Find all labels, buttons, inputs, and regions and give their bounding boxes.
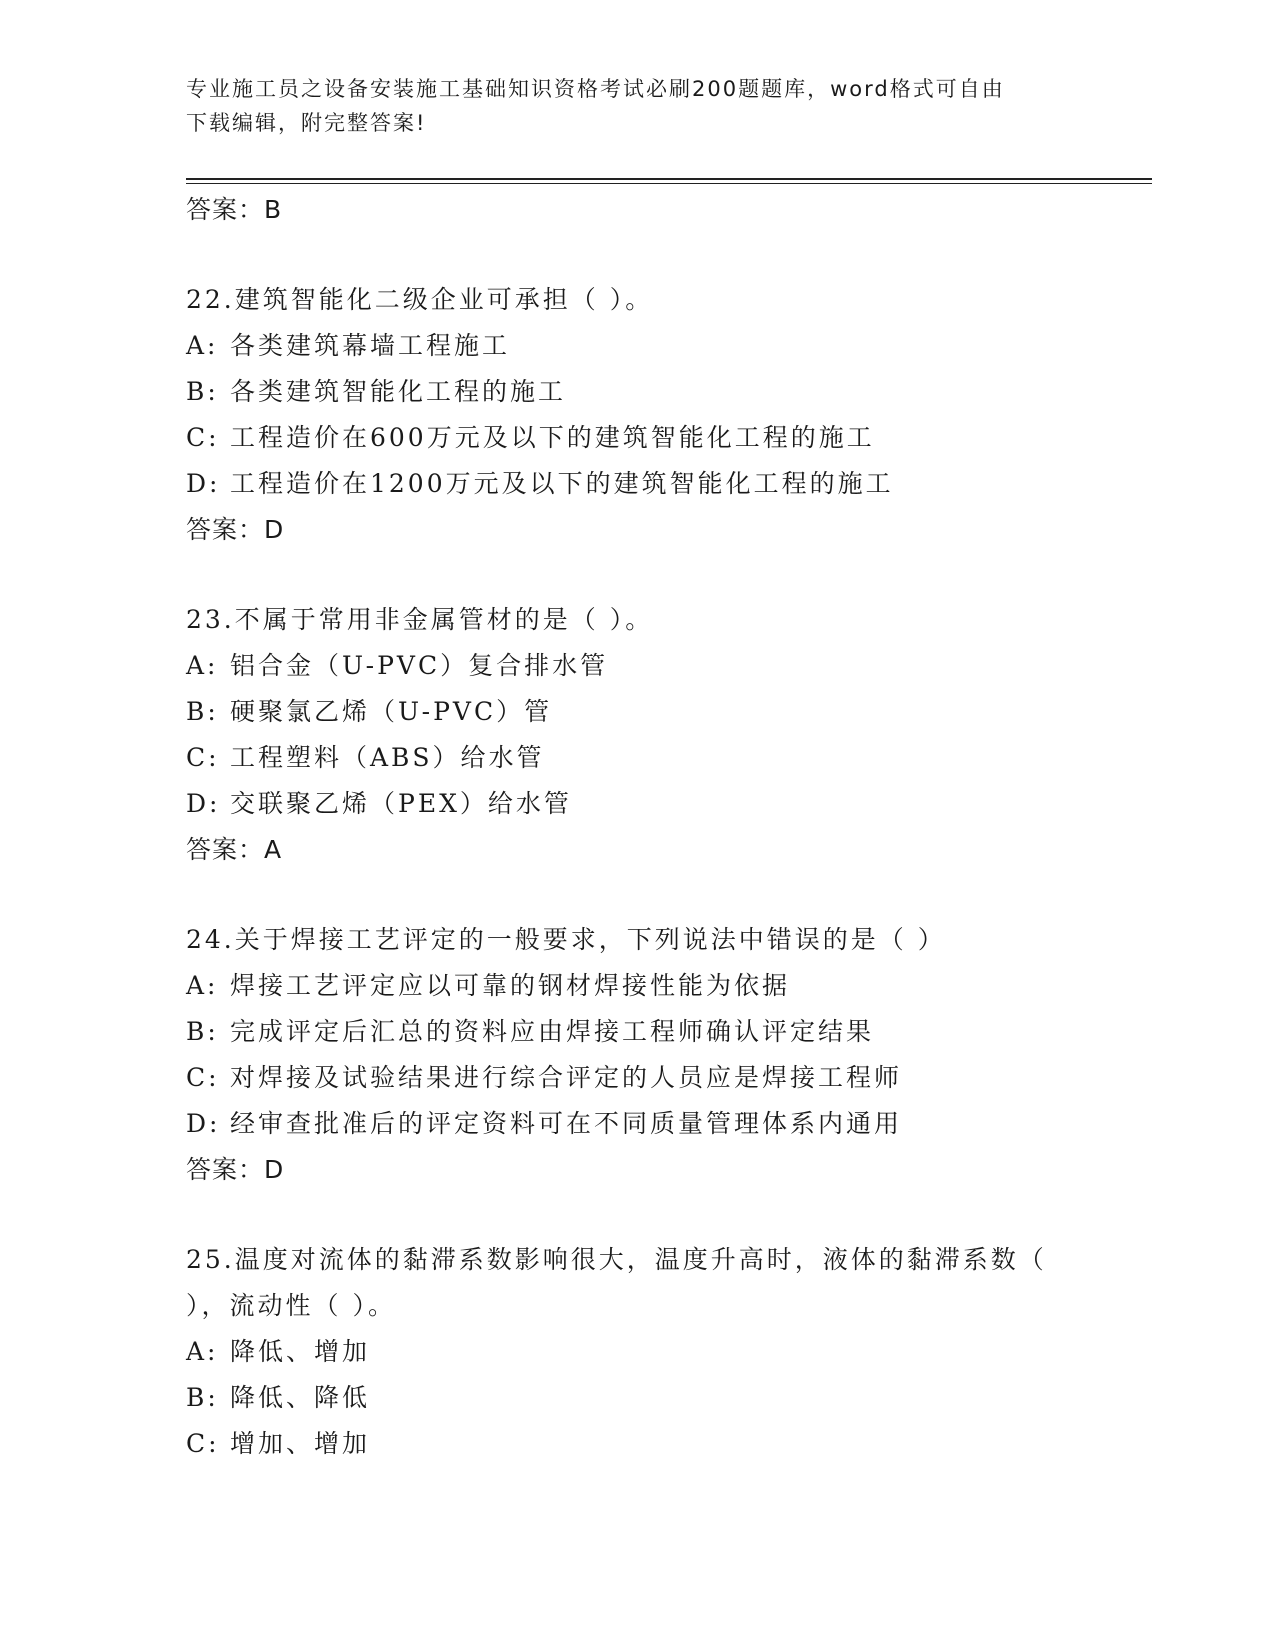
option-c (186, 415, 1086, 461)
option-text: 降低、降低 (230, 1383, 371, 1412)
option-text: 工程造价在600万元及以下的建筑智能化工程的施工 (230, 423, 875, 452)
option-a (186, 1329, 1086, 1375)
option-key: A: (186, 331, 219, 360)
header-rule-thick (186, 178, 1152, 180)
option-key: C: (186, 743, 220, 772)
option-key: C: (186, 423, 220, 452)
option-d (186, 781, 1086, 827)
question-block (186, 597, 1086, 873)
question-block (186, 1237, 1086, 1467)
option-c (186, 735, 1086, 781)
option-text: 完成评定后汇总的资料应由焊接工程师确认评定结果 (230, 1017, 875, 1046)
question-stem: 24.关于焊接工艺评定的一般要求，下列说法中错误的是（ ） (186, 925, 946, 954)
option-d (186, 461, 1086, 507)
option-a (186, 963, 1086, 1009)
option-key: D: (186, 469, 221, 498)
option-text: 焊接工艺评定应以可靠的钢材焊接性能为依据 (230, 971, 791, 1000)
answer-line: 答案：D (186, 515, 285, 544)
option-text: 铝合金（U-PVC）复合排水管 (230, 651, 609, 680)
option-c (186, 1421, 1086, 1467)
page-header (186, 72, 1066, 140)
option-text: 工程塑料（ABS）给水管 (230, 743, 545, 772)
header-rule-thin (186, 183, 1152, 184)
option-key: C: (186, 1429, 220, 1458)
option-a (186, 323, 1086, 369)
option-text: 硬聚氯乙烯（U-PVC）管 (230, 697, 553, 726)
option-key: D: (186, 1109, 221, 1138)
question-stem-continued: ），流动性（ ）。 (186, 1291, 396, 1320)
answer-line: 答案：D (186, 1155, 285, 1184)
option-key: B: (186, 697, 219, 726)
header-line-2: 下载编辑，附完整答案! (186, 111, 427, 135)
option-key: B: (186, 1383, 219, 1412)
option-text: 经审查批准后的评定资料可在不同质量管理体系内通用 (230, 1109, 903, 1138)
question-stem: 25.温度对流体的黏滞系数影响很大，温度升高时，液体的黏滞系数（ (186, 1245, 1047, 1274)
option-a (186, 643, 1086, 689)
option-b (186, 1009, 1086, 1055)
option-d (186, 1101, 1086, 1147)
header-line-1: 专业施工员之设备安装施工基础知识资格考试必刷200题题库，word格式可自由 (186, 77, 1005, 101)
answer-line: 答案：B (186, 195, 283, 224)
option-b (186, 369, 1086, 415)
option-key: A: (186, 971, 219, 1000)
option-key: A: (186, 1337, 219, 1366)
option-c (186, 1055, 1086, 1101)
option-text: 各类建筑幕墙工程施工 (230, 331, 511, 360)
option-key: B: (186, 1017, 219, 1046)
option-key: C: (186, 1063, 220, 1092)
option-b (186, 1375, 1086, 1421)
option-text: 对焊接及试验结果进行综合评定的人员应是焊接工程师 (230, 1063, 903, 1092)
question-list (186, 187, 1086, 1467)
option-text: 交联聚乙烯（PEX）给水管 (230, 789, 572, 818)
option-key: D: (186, 789, 221, 818)
option-text: 增加、增加 (230, 1429, 371, 1458)
answer-line: 答案：A (186, 835, 283, 864)
option-text: 各类建筑智能化工程的施工 (230, 377, 567, 406)
option-key: B: (186, 377, 219, 406)
question-stem: 22.建筑智能化二级企业可承担（ ）。 (186, 285, 654, 314)
option-key: A: (186, 651, 219, 680)
option-text: 工程造价在1200万元及以下的建筑智能化工程的施工 (230, 469, 894, 498)
option-text: 降低、增加 (230, 1337, 371, 1366)
question-stem: 23.不属于常用非金属管材的是（ ）。 (186, 605, 654, 634)
question-block (186, 277, 1086, 553)
question-block (186, 917, 1086, 1193)
option-b (186, 689, 1086, 735)
